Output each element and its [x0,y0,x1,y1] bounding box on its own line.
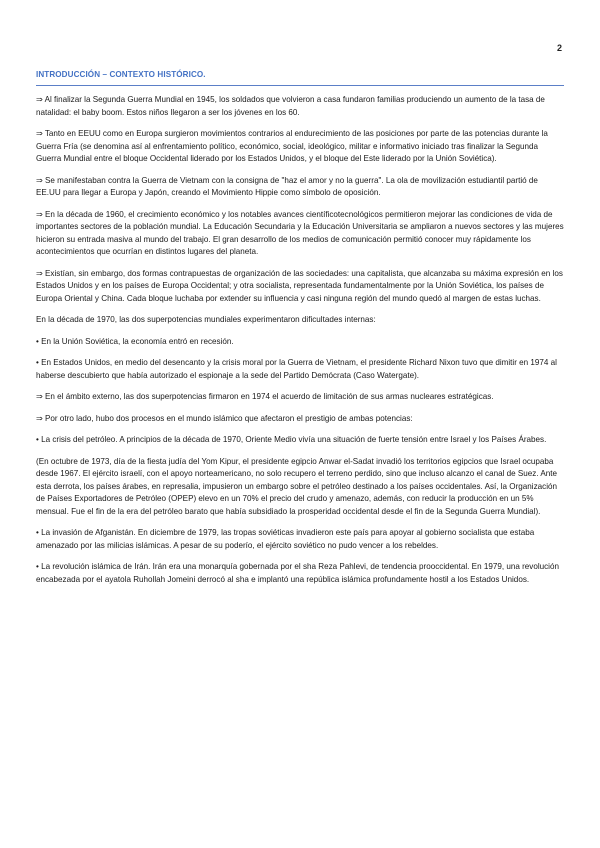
paragraph-ambito-externo: ⇒ En el ámbito externo, las dos superpotencias firmaron en 1974 el acuerdo de limitación de sus armas nucleares estratégicas. [36,392,494,401]
header-divider [36,85,564,86]
paragraph-union-sovietica: • En la Unión Soviética, la economía entró en recesión. [36,336,234,346]
paragraph-dos-bloques: ⇒ Existían, sin embargo, dos formas contrapuestas de organización de las sociedades: una capitalista, que alcanzaba su máxima expresión en los Estados Unidos y en los países de Europa Occidental; y otra socialista, representada fundamentalmente por la Unión Soviética, los países de Europa Oriental y China. Cada bloque luchaba por extender su influencia y casi ninguna región del mundo quedó al margen de estas luchas. [36,268,563,303]
paragraph-afganistan: • La invasión de Afganistán. En diciembre de 1979, las tropas soviéticas invadieron este país para apoyar al gobierno socialista que estaba amenazado por las milicias islámicas. A pesar de su poderío, el ejército soviético no pudo vencer a los rebeldes. [36,528,535,550]
paragraph-crisis-petroleo: • La crisis del petróleo. A principios de la década de 1970, Oriente Medio vivía una situación de fuerte tensión entre Israel y los Países Árabes. [36,435,547,444]
paragraph-yom-kipur: (En octubre de 1973, día de la fiesta judía del Yom Kipur, el presidente egipcio Anwar el-Sadat invadió los territorios egipcios que Israel ocupaba desde 1967. El ejército israelí, con el apoyo norteamericano, no solo recupero el terreno perdido, sino que incluso alcanzo el canal de Suez. Ante esta derrota, los países árabes, en represalia, impusieron un embargo sobre el petróleo destinado a los países occidentales. Así, la Organización de Países Exportadores de Petróleo (OPEP) elevo en un 70% el precio del crudo y amenazo, además, con reducir la producción en un 5% mensual. Fue el fin de la era del petróleo barato que había subsidiado la prosperidad occidental desde el fin de la Segunda Guerra Mundial). [36,456,558,516]
paragraph-iran: • La revolución islámica de Irán. Irán era una monarquía gobernada por el sha Reza Pahlevi, de tendencia prooccidental. En 1979, una revolución encabezada por el ayatola Ruhollah Jomeini derrocó al sha e implantó una república islámica profundamente hostil a los Estados Unidos. [36,562,559,584]
section-title: INTRODUCCIÓN – CONTEXTO HISTÓRICO. [36,70,206,79]
paragraph-vietnam: ⇒ Se manifestaban contra la Guerra de Vietnam con la consigna de "haz el amor y no la guerra". La ola de movilización estudiantil partió de EE.UU para llegar a Europa y Japón, creando el Movimiento Hippie como símbolo de oposición. [36,175,538,197]
paragraph-decada-1970: En la década de 1970, las dos superpotencias mundiales experimentaron dificultades internas: [36,315,376,324]
paragraph-decada-1960: ⇒ En la década de 1960, el crecimiento económico y los notables avances científicotecnológicos permitieron mejorar las condiciones de vida de importantes sectores de la población mundial. La Educación Secundaria y la Educación Universitaria se ampliaron a nuevos sectores y las mujeres hicieron su entrada masiva al mundo del trabajo. El gran desarrollo de los medios de comunicación permitió conocer muy rápidamente los acontecimientos que ocurrían en distintos lugares del planeta. [36,209,564,256]
paragraph-mundo-islamico: ⇒ Por otro lado, hubo dos procesos en el mundo islámico que afectaron el prestigio de ambas potencias: [36,413,413,423]
paragraph-guerra-fria: ⇒ Tanto en EEUU como en Europa surgieron movimientos contrarios al endurecimiento de las posiciones por parte de las potencias durante la Guerra Fría (se denomina así al enfrentamiento político, económico, social, ideológico, militar e informativo iniciado tras finalizar la Segunda Guerra Mundial entre el bloque Occidental liderado por los Estados Unidos, y el bloque del Este liderado por la Unión Soviética). [36,129,548,163]
page-number: 2 [556,43,562,53]
paragraph-baby-boom: ⇒ Al finalizar la Segunda Guerra Mundial en 1945, los soldados que volvieron a casa fundaron familias produciendo un aumento de la tasa de natalidad: el baby boom. Estos niños llegaron a ser los jóvenes en los 60. [36,95,545,117]
paragraph-list [36,94,564,595]
document-body [36,70,564,81]
paragraph-estados-unidos: • En Estados Unidos, en medio del desencanto y la crisis moral por la Guerra de Vietnam, el presidente Richard Nixon tuvo que dimitir en 1974 al haberse descubierto que había autorizado el espionaje a la sede del Partido Demócrata (Caso Watergate). [36,358,557,380]
